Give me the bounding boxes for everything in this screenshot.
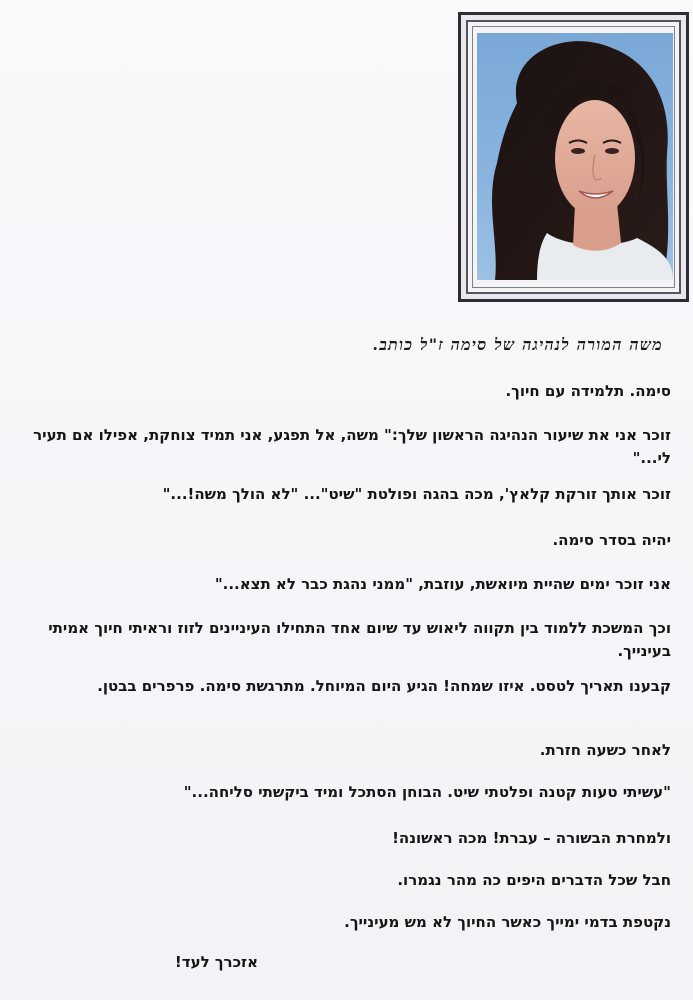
portrait-illustration <box>477 33 673 280</box>
paragraph-2: זוכר אני את שיעור הנהיגה הראשון שלך:" משה, אל תפגע, אני תמיד צוחקת, אפילו אם תעיר לי..." <box>33 426 671 467</box>
photo-frame-inner <box>466 20 681 294</box>
heading: משה המורה לנהיגה של סימה ז"ל כותב. <box>372 335 663 354</box>
paragraph-8: לאחר כשעה חזרת. <box>539 741 671 759</box>
paragraph-1: סימה. תלמידה עם חיוך. <box>505 382 671 400</box>
paragraph-5: אני זוכר ימים שהיית מיואשת, עוזבת, "ממני נהגת כבר לא תצא..." <box>214 575 671 593</box>
signoff: אזכרך לעד! <box>174 953 258 971</box>
paragraph-7: קבענו תאריך לטסט. איזו שמחה! הגיע היום המיוחל. מתרגשת סימה. פרפרים בבטן. <box>97 677 671 695</box>
portrait-photo <box>477 33 673 280</box>
paragraph-12: נקטפת בדמי ימייך כאשר החיוך לא מש מעינייך. <box>344 913 671 931</box>
paragraph-11: חבל שכל הדברים היפים כה מהר נגמרו. <box>397 871 671 889</box>
paragraph-4: יהיה בסדר סימה. <box>552 531 671 549</box>
photo-frame <box>458 12 689 302</box>
paragraph-6: וכך המשכת ללמוד בין תקווה ליאוש עד שיום אחד התחילו העיניינים לזוז וראיתי חיוך אמיתי בעינייך. <box>48 619 671 660</box>
paragraph-10: ולמחרת הבשורה – עברת! מכה ראשונה! <box>392 829 671 847</box>
paragraph-3: זוכר אותך זורקת קלאץ', מכה בהגה ופולטת "שיט"... "לא הולך משה!..." <box>162 485 671 503</box>
paragraph-9: "עשיתי טעות קטנה ופלטתי שיט. הבוחן הסתכל ומיד ביקשתי סליחה..." <box>183 783 671 801</box>
